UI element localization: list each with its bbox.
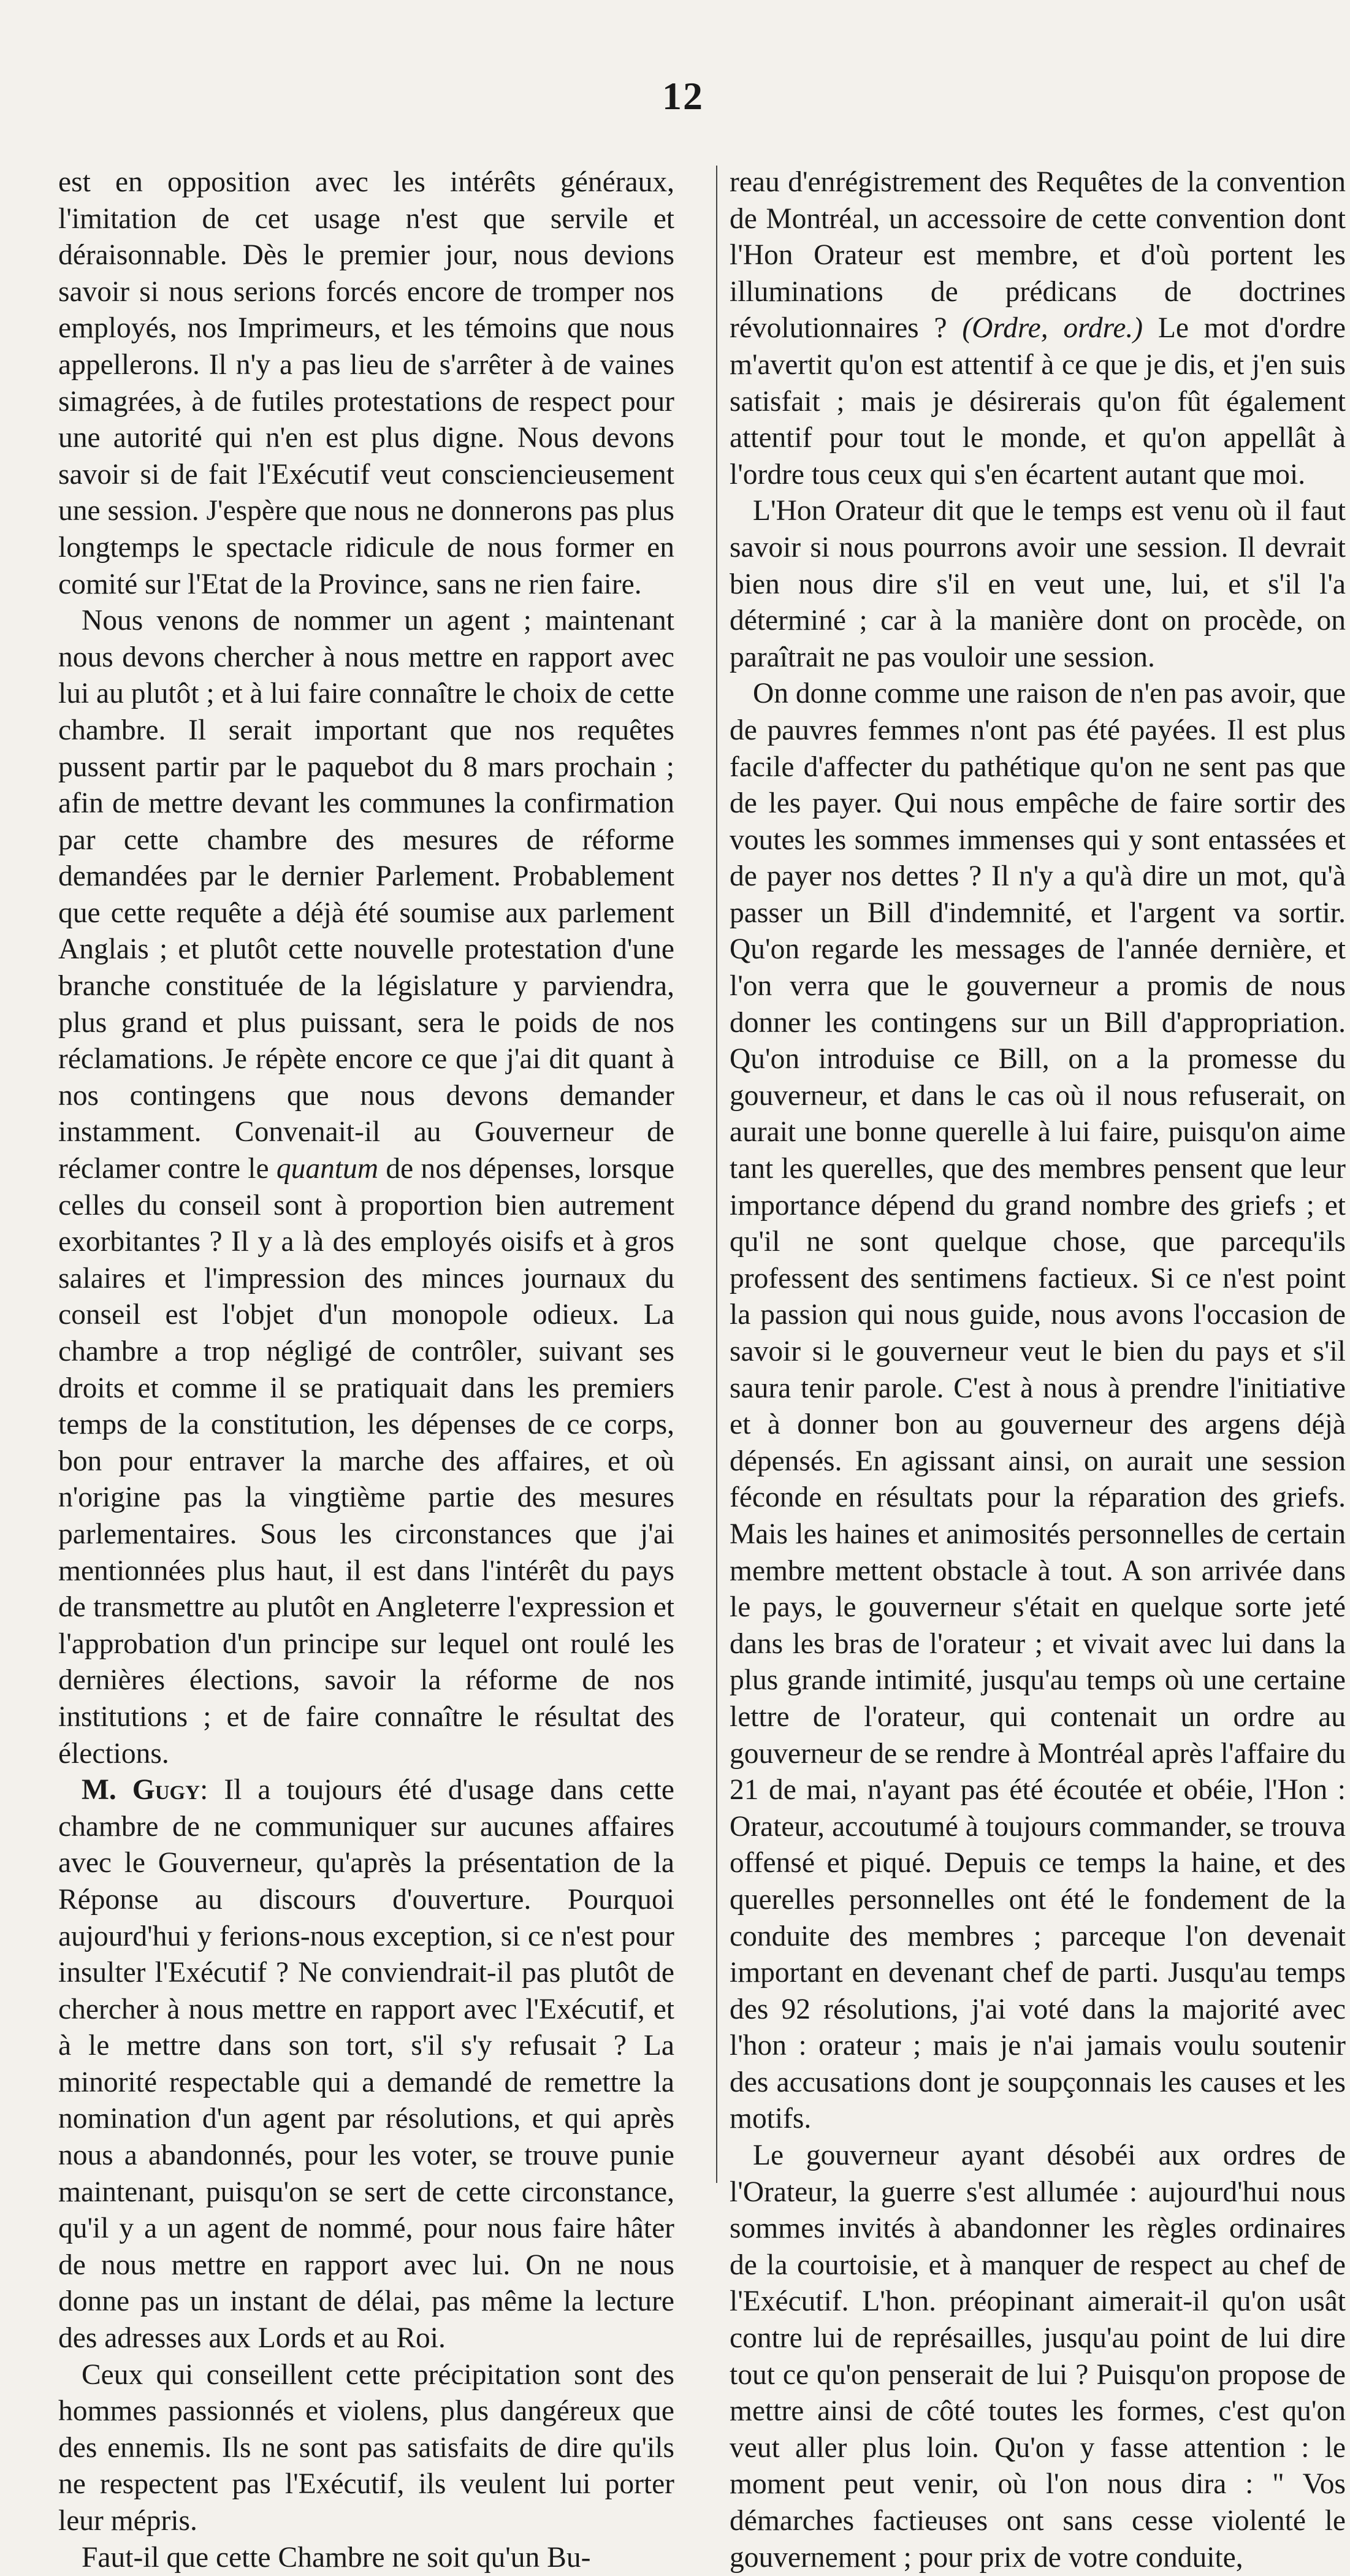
right-column (730, 164, 1346, 2576)
paragraph-text: Faut-il que cette Chambre ne soit qu'un Bu- (82, 2541, 591, 2574)
paragraph (730, 2138, 1346, 2576)
paragraph-text: Nous venons de nommer un agent ; maintenant nous devons chercher à nous mettre en rapport avec lui au plutôt ; et à lui faire connaître le choix de cette chambre. Il serait important que nos requêtes pussent partir par le paquebot du 8 mars prochain ; afin de mettre devant les communes la confirmation par cette chambre des mesures de réforme demandées par le dernier Parlement. Probablement que cette requête a déjà été soumise aux parlement Anglais ; et plutôt cette nouvelle protestation d'une branche constituée de la législature y parviendra, plus grand et plus puissant, sera le poids de nos réclamations. Je répète encore ce que j'ai dit quant à nos contingens que nous devons demander instamment. Convenait-il au Gouverneur de réclamer contre le (58, 605, 675, 1185)
paragraph (58, 2540, 674, 2576)
column-divider (716, 166, 717, 2183)
paragraph-text: Ceux qui conseillent cette précipitation sont des hommes passionnés et violens, plus dangéreux que des ennemis. Ils ne sont pas satisfaits de dire qu'ils ne respectent pas l'Exécutif, ils veulent lui porter leur mépris. (58, 2358, 674, 2537)
paragraph-text: Le mot d'ordre m'avertit qu'on est attentif à ce que je dis, et j'en suis satisfait ; mais je désirerais qu'on fût également attentif pour tout le monde, et qu'on appellât à l'ordre tous ceux qui s'en écartent autant que moi. (730, 312, 1346, 491)
paragraph-text: de nos dépenses, lorsque celles du conseil sont à proportion bien autrement exorbitantes ? Il y a là des employés oisifs et à gros salaires et l'impression des minces journaux du conseil est l'objet d'un monopole odieux. La chambre a trop négligé de contrôler, suivant ses droits et comme il se pratiquait dans les premiers temps de la constitution, les dépenses de ce corps, bon pour entraver la marche des affaires, et où n'origine pas la vingtième partie des mesures parlementaires. Sous les circonstances que j'ai mentionnées plus haut, il est dans l'intérêt du pays de transmettre au plutôt en Angleterre l'expression et l'approbation d'un principe sur lequel ont roulé les dernières élections, savoir la réforme de nos institutions ; et de faire connaître le résultat des élections. (58, 1153, 675, 1770)
italic-term: quantum (276, 1153, 379, 1185)
paragraph-text: L'Hon Orateur dit que le temps est venu où il faut savoir si nous pourrons avoir une session. Il devrait bien nous dire s'il en veut une, lui, et s'il l'a déterminé ; car à la manière dont on procède, on paraîtrait ne pas vouloir une session. (730, 495, 1346, 673)
paragraph (58, 2357, 674, 2540)
paragraph-text: est en opposition avec les intérêts généraux, l'imitation de cet usage n'est que servile et déraisonnable. Dès le premier jour, nous devions savoir si nous serions forcés encore de tromper nos employés, nos Imprimeurs, et les témoins que nous appellerons. Il n'y a pas lieu de s'arrêter à de vaines simagrées, à de futiles protestations de respect pour une autorité qui n'en est plus digne. Nous devons savoir si de fait l'Exécutif veut consciencieusement une session. J'espère que nous ne donnerons pas plus longtemps le spectacle ridicule de nous former en comité sur l'Etat de la Province, sans ne rien faire. (58, 166, 674, 600)
speaker-name: Gugy (132, 1774, 200, 1806)
left-column (58, 164, 674, 2576)
paragraph (58, 603, 674, 1772)
paragraph (58, 1772, 674, 2357)
paragraph (58, 164, 674, 603)
paragraph-text: On donne comme une raison de n'en pas avoir, que de pauvres femmes n'ont pas été payées. Il est plus facile d'affecter du pathétique qu'on ne sent pas que de les payer. Qui nous empêche de faire sortir des voutes les sommes immenses qui y sont entassées et de payer nos dettes ? Il n'y a qu'à dire un mot, qu'à passer un Bill d'indemnité, et l'argent va sortir. Qu'on regarde les messages de l'année dernière, et l'on verra que le gouverneur a promis de nous donner les contingens sur un Bill d'appropriation. Qu'on introduise ce Bill, on a la promesse du gouverneur, et dans le cas où il nous refuserait, on aurait une bonne querelle à lui faire, puisqu'on aime tant les querelles, que des membres pensent que leur importance dépend du grand nombre des griefs ; et qu'il ne sont quelque chose, que parcequ'ils professent des sentimens factieux. Si ce n'est point la passion qui nous guide, nous avons l'occasion de savoir si le gouverneur veut le bien du pays et s'il saura tenir parole. C'est à nous à prendre l'initiative et à donner bon au gouverneur des argens déjà dépensés. En agissant ainsi, on aurait une session féconde en résultats pour la réparation des griefs. Mais les haines et animosités personnelles de certain membre mettent obstacle à tout. A son arrivée dans le pays, le gouverneur s'était en quelque sorte jeté dans les bras de l'orateur ; et vivait avec lui dans la plus grande intimité, jusqu'au temps où une certaine lettre de l'orateur, qui contenait un ordre au gouverneur de se rendre à Montréal après l'affaire du 21 de mai, n'ayant pas été écoutée et obéie, l'Hon : Orateur, accoutumé à toujours commander, se trouva offensé et piqué. Depuis ce temps la haine, et des querelles personnelles ont été le fondement de la conduite des membres ; parceque l'on devenait important en devenant chef de parti. Jusqu'au temps des 92 résolutions, j'ai voté dans la majorité avec l'hon : orateur ; mais je n'ai jamais voulu soutenir des accusations dont je soupçonnais les causes et les motifs. (730, 678, 1346, 2135)
paragraph (730, 493, 1346, 676)
paragraph-text: Le gouverneur ayant désobéi aux ordres de l'Orateur, la guerre s'est allumée : aujourd'hui nous sommes invités à abandonner les règles ordinaires de la courtoisie, et à manquer de respect au chef de l'Exécutif. L'hon. préopinant aimerait-il qu'on usât contre lui de représailles, jusqu'au point de lui dire tout ce qu'on penserait de lui ? Puisqu'on propose de mettre ainsi de côté toutes les formes, c'est qu'on veut aller plus loin. Qu'on y fasse attention : le moment peut venir, où l'on nous dira : " Vos démarches factieuses ont sans cesse violenté le gouvernement ; pour prix de votre conduite, (730, 2139, 1346, 2574)
page-number: 12 (662, 74, 704, 118)
italic-interjection: (Ordre, ordre.) (962, 312, 1143, 345)
paragraph-text: reau d'enrégistrement des Requêtes de la convention de Montréal, un accessoire de cette convention dont l'Hon Orateur est membre, et d'où portent les illuminations de prédicans de doctrines révolutionnaires ? (730, 166, 1346, 345)
paragraph (730, 676, 1346, 2138)
speaker-prefix: M. (82, 1774, 116, 1806)
paragraph (730, 164, 1346, 493)
paragraph-text: : Il a toujours été d'usage dans cette chambre de ne communiquer sur aucunes affaires avec le Gouverneur, qu'après la présentation de la Réponse au discours d'ouverture. Pourquoi aujourd'hui y ferions-nous exception, si ce n'est pour insulter l'Exécutif ? Ne conviendrait-il pas plutôt de chercher à nous mettre en rapport avec l'Exécutif, et à le mettre dans son tort, s'il s'y refusait ? La minorité respectable qui a demandé de remettre la nomination d'un agent par résolutions, et qui après nous a abandonnés, pour les voter, se trouve punie maintenant, puisqu'on se sert de cette circonstance, qu'il y a un agent de nommé, pour nous faire hâter de nous mettre en rapport avec lui. On ne nous donne pas un instant de délai, pas même la lecture des adresses aux Lords et au Roi. (58, 1774, 674, 2355)
